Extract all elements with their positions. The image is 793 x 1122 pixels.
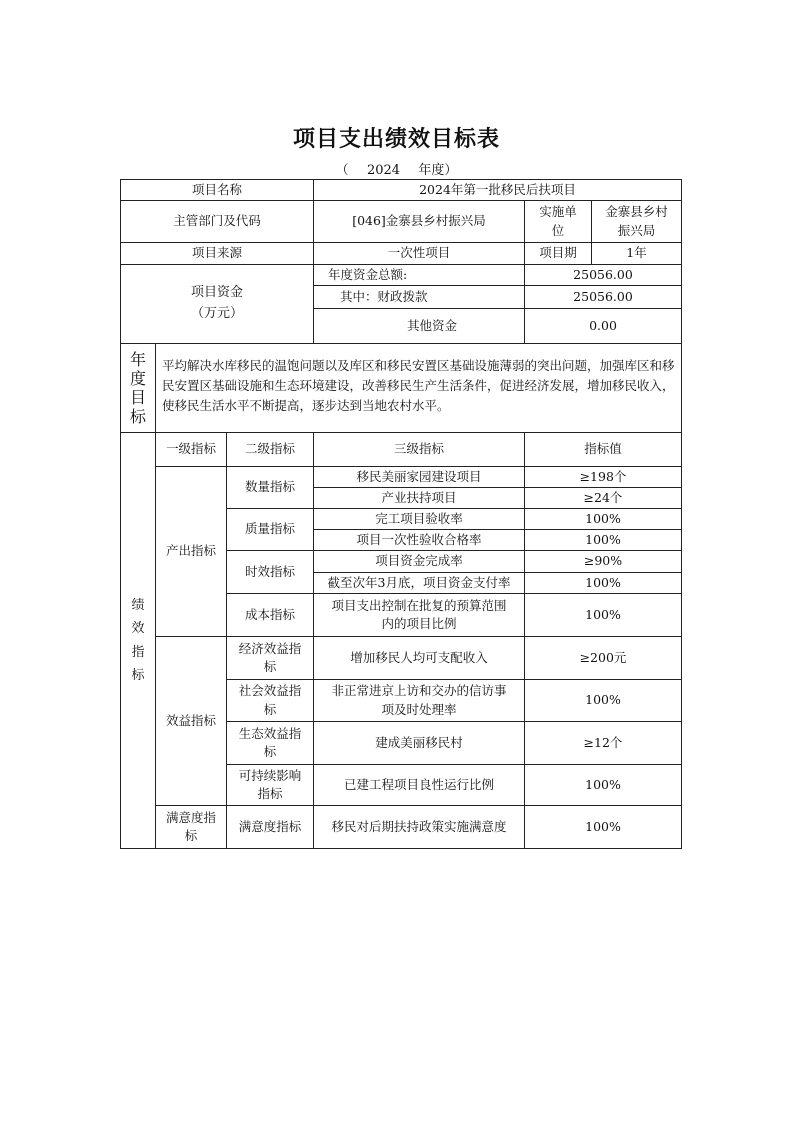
table-row-value: ≥24个 xyxy=(524,487,682,509)
table-row: 项目支出控制在批复的预算范围内的项目比例 xyxy=(313,593,525,637)
header-level3: 三级指标 xyxy=(313,432,525,467)
sustain-indicator-label: 可持续影响指标 xyxy=(226,764,314,806)
table-row: 移民美丽家园建设项目 xyxy=(313,466,525,488)
header-value: 指标值 xyxy=(524,432,682,467)
quality-indicator-label: 质量指标 xyxy=(226,508,314,551)
table-row-value: ≥200元 xyxy=(524,636,682,680)
funds-total-value: 25056.00 xyxy=(524,264,682,286)
table-row: 移民对后期扶持政策实施满意度 xyxy=(313,805,525,849)
table-row: 完工项目验收率 xyxy=(313,508,525,530)
social-indicator-label: 社会效益指标 xyxy=(226,679,314,722)
table-row-value: 100% xyxy=(524,679,682,722)
table-row: 增加移民人均可支配收入 xyxy=(313,636,525,680)
eco-indicator-label: 生态效益指标 xyxy=(226,721,314,765)
subtitle-year: 2024 xyxy=(366,163,401,178)
funds-other-label: 其他资金 xyxy=(313,308,525,344)
timeliness-indicator-label: 时效指标 xyxy=(226,550,314,594)
table-row: 项目一次性验收合格率 xyxy=(313,529,525,551)
impl-unit-label: 实施单位 xyxy=(524,200,592,243)
cost-indicator-label: 成本指标 xyxy=(226,593,314,637)
output-indicator-label: 产出指标 xyxy=(155,466,227,637)
goal-label: 年度目标 xyxy=(120,343,156,433)
header-level2: 二级指标 xyxy=(226,432,314,467)
table-row-value: ≥198个 xyxy=(524,466,682,488)
table-row-value: 100% xyxy=(524,508,682,530)
dept-label: 主管部门及代码 xyxy=(120,200,314,243)
project-name-label: 项目名称 xyxy=(120,179,314,201)
header-level1: 一级指标 xyxy=(155,432,227,467)
satisfaction-level2-label: 满意度指标 xyxy=(226,805,314,849)
table-row-value: ≥90% xyxy=(524,550,682,573)
table-row-value: 100% xyxy=(524,529,682,551)
source-label: 项目来源 xyxy=(120,242,314,265)
funds-label: 项目资金 xyxy=(190,285,243,301)
table-row: 截至次年3月底，项目资金支付率 xyxy=(313,572,525,594)
table-row: 非正常进京上访和交办的信访事项及时处理率 xyxy=(313,679,525,722)
period-label: 项目期 xyxy=(524,242,592,265)
project-name-value: 2024年第一批移民后扶项目 xyxy=(313,179,682,201)
funds-label-cell xyxy=(120,264,314,344)
funds-other-value: 0.00 xyxy=(524,308,682,344)
page-title: 项目支出绩效目标表 xyxy=(292,127,500,152)
table-row-value: ≥12个 xyxy=(524,721,682,765)
funds-fiscal-value: 25056.00 xyxy=(524,285,682,309)
table-row: 项目资金完成率 xyxy=(313,550,525,573)
table-row-value: 100% xyxy=(524,764,682,806)
table-row-value: 100% xyxy=(524,805,682,849)
table-row: 产业扶持项目 xyxy=(313,487,525,509)
benefit-indicator-label: 效益指标 xyxy=(155,636,227,806)
table-row: 已建工程项目良性运行比例 xyxy=(313,764,525,806)
goal-text: 平均解决水库移民的温饱问题以及库区和移民安置区基础设施薄弱的突出问题，加强库区和移民安置区基础设施和生态环境建设，改善移民生产生活条件，促进经济发展，增加移民收入，使移民生活水平不断提高，逐步达到当地农村水平。 xyxy=(155,343,682,433)
table-row-value: 100% xyxy=(524,572,682,594)
table-row-value: 100% xyxy=(524,593,682,637)
satisfaction-indicator-label: 满意度指标 xyxy=(155,805,227,849)
period-value: 1年 xyxy=(591,242,682,265)
funds-unit: （万元） xyxy=(190,306,243,321)
subtitle-suffix: 年度） xyxy=(418,163,458,178)
year-subtitle xyxy=(0,159,793,178)
quantity-indicator-label: 数量指标 xyxy=(226,466,314,509)
table-row: 建成美丽移民村 xyxy=(313,721,525,765)
source-value: 一次性项目 xyxy=(313,242,525,265)
funds-fiscal-label: 其中：财政拨款 xyxy=(313,285,525,309)
impl-unit-value: 金寨县乡村振兴局 xyxy=(591,200,682,243)
subtitle-open: （ xyxy=(335,163,349,178)
funds-total-label: 年度资金总额: xyxy=(313,264,525,286)
dept-value: [046]金寨县乡村振兴局 xyxy=(313,200,525,243)
perf-label: 绩效指标 xyxy=(120,432,156,849)
economic-indicator-label: 经济效益指标 xyxy=(226,636,314,680)
